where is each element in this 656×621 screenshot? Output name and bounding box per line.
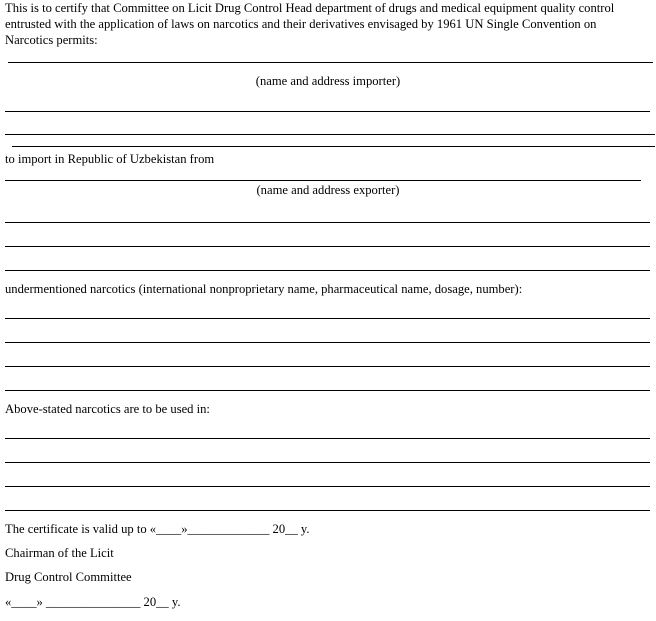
usage-blank-line-4 xyxy=(5,510,650,511)
importer-blank-line-2 xyxy=(5,111,650,112)
narcotics-label: undermentioned narcotics (international nonproprietary name, pharmaceutical name, dosage, number): xyxy=(5,282,523,296)
importer-caption: (name and address importer) xyxy=(255,74,401,88)
importer-blank-line-1 xyxy=(8,62,653,63)
exporter-blank-line-2 xyxy=(5,222,650,223)
validity-text: The certificate is valid up to «____»_____________ 20__ y. xyxy=(5,522,310,536)
import-from-label: to import in Republic of Uzbekistan from xyxy=(5,152,215,166)
importer-blank-line-4 xyxy=(12,146,655,147)
exporter-blank-line-4 xyxy=(5,270,650,271)
signature-date: «____» _______________ 20__ y. xyxy=(5,595,181,609)
intro-line-1: This is to certify that Committee on Licit Drug Control Head department of drugs and medical equipment quality control xyxy=(5,1,615,15)
importer-blank-line-3 xyxy=(5,134,655,135)
narcotics-blank-line-1 xyxy=(5,318,650,319)
usage-blank-line-2 xyxy=(5,462,650,463)
narcotics-blank-line-2 xyxy=(5,342,650,343)
intro-line-2: entrusted with the application of laws on narcotics and their derivatives envisaged by 1961 UN Single Convention on xyxy=(5,17,597,31)
exporter-blank-line-1 xyxy=(5,180,641,181)
usage-blank-line-3 xyxy=(5,486,650,487)
signature-title-line-2: Drug Control Committee xyxy=(5,570,132,584)
narcotics-blank-line-3 xyxy=(5,366,650,367)
intro-line-3: Narcotics permits: xyxy=(5,33,98,47)
exporter-blank-line-3 xyxy=(5,246,650,247)
exporter-caption: (name and address exporter) xyxy=(256,183,400,197)
usage-label: Above-stated narcotics are to be used in: xyxy=(5,402,210,416)
signature-title-line-1: Chairman of the Licit xyxy=(5,546,114,560)
usage-blank-line-1 xyxy=(5,438,650,439)
narcotics-blank-line-4 xyxy=(5,390,650,391)
